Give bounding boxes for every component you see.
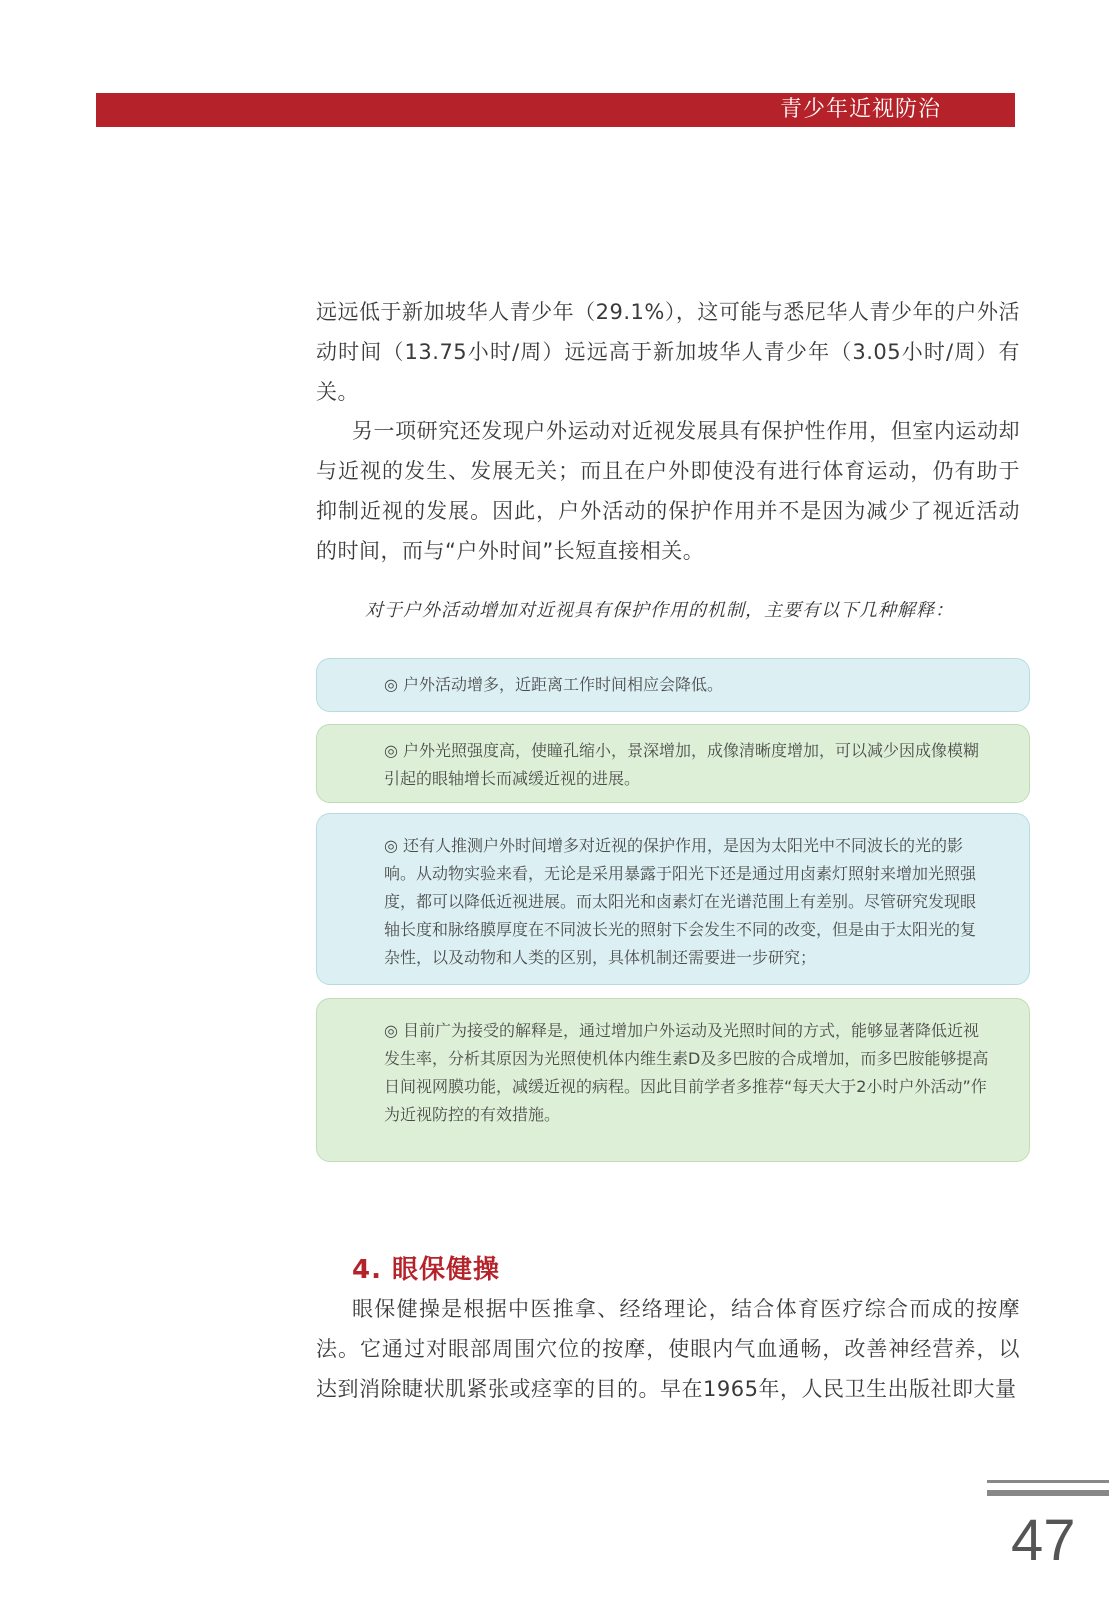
header-bar [96,93,1015,127]
explanation-box-4: ◎ 目前广为接受的解释是，通过增加户外运动及光照时间的方式，能够显著降低近视发生率，分析其原因为光照使机体内维生素D及多巴胺的合成增加，而多巴胺能够提高日间视网膜功能，减缓近视的病程。因此目前学者多推荐“每天大于2小时户外活动”作为近视防控的有效措施。 [316,998,1030,1162]
paragraph-2: 另一项研究还发现户外运动对近视发展具有保护性作用，但室内运动却与近视的发生、发展无关；而且在户外即使没有进行体育运动，仍有助于抑制近视的发展。因此，户外活动的保护作用并不是因为减少了视近活动的时间，而与“户外时间”长短直接相关。 [316,419,1020,563]
paragraph-3: 眼保健操是根据中医推拿、经络理论，结合体育医疗综合而成的按摩法。它通过对眼部周围穴位的按摩，使眼内气血通畅，改善神经营养，以达到消除睫状肌紧张或痉挛的目的。早在1965年，人民卫生出版社即大量 [316,1297,1020,1401]
footer-rule-thin [987,1480,1109,1483]
footer-rule-thick [987,1490,1109,1496]
section-heading: 4. 眼保健操 [352,1255,501,1285]
header-title: 青少年近视防治 [779,97,941,122]
page-number: 47 [1011,1508,1076,1573]
explanation-box-3: ◎ 还有人推测户外时间增多对近视的保护作用，是因为太阳光中不同波长的光的影响。从动物实验来看，无论是采用暴露于阳光下还是通过用卤素灯照射来增加光照强度，都可以降低近视进展。而太阳光和卤素灯在光谱范围上有差别。尽管研究发现眼轴长度和脉络膜厚度在不同波长光的照射下会发生不同的改变，但是由于太阳光的复杂性，以及动物和人类的区别，具体机制还需要进一步研究； [316,813,1030,985]
explanation-box-1: ◎ 户外活动增多，近距离工作时间相应会降低。 [316,658,1030,712]
mechanism-intro: 对于户外活动增加对近视具有保护作用的机制，主要有以下几种解释： [365,600,954,621]
explanation-box-2: ◎ 户外光照强度高，使瞳孔缩小，景深增加，成像清晰度增加，可以减少因成像模糊引起的眼轴增长而减缓近视的进展。 [316,724,1030,803]
paragraph-1: 远远低于新加坡华人青少年（29.1%），这可能与悉尼华人青少年的户外活动时间（13.75小时/周）远远高于新加坡华人青少年（3.05小时/周）有关。 [316,300,1020,404]
